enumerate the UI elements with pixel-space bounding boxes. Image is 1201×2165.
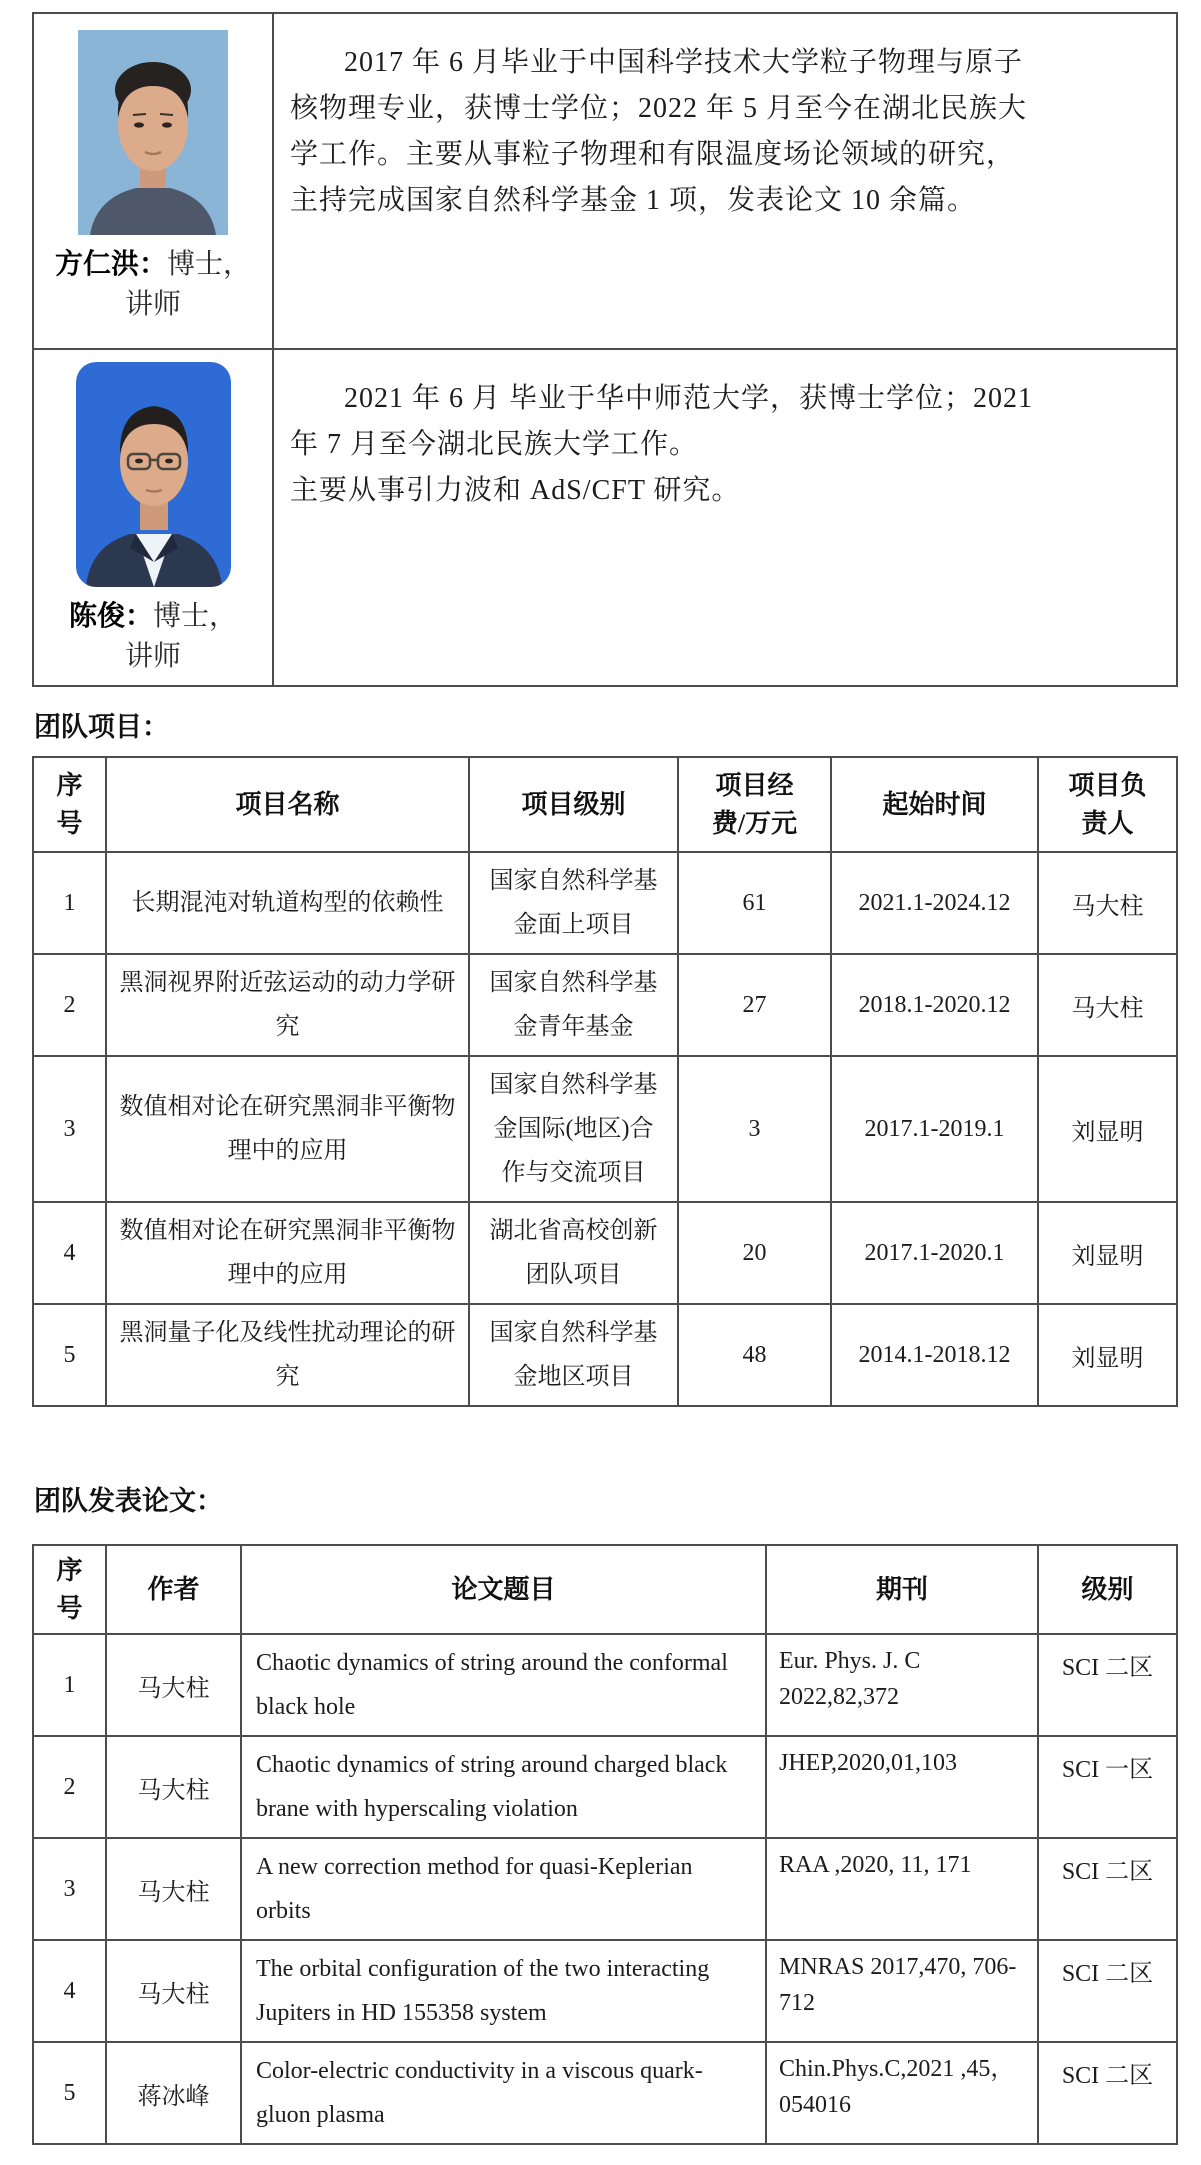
member-caption-chen (34, 597, 272, 677)
member-row-fang (33, 13, 1177, 349)
cell-rank: SCI 二区 (1038, 2042, 1177, 2144)
cell-project-level: 湖北省高校创新团队项目 (469, 1202, 678, 1304)
cell-index: 4 (33, 1940, 106, 2042)
header-project-level: 项目级别 (469, 757, 678, 852)
bio-line: 核物理专业，获博士学位；2022 年 5 月至今在湖北民族大 (290, 93, 1028, 124)
bio-line: 年 7 月至今湖北民族大学工作。 (290, 429, 699, 460)
cell-author: 马大柱 (106, 1940, 241, 2042)
bio-line: 主要从事引力波和 AdS/CFT 研究。 (290, 475, 741, 506)
cell-project-period: 2021.1-2024.12 (831, 852, 1038, 954)
cell-index: 2 (33, 1736, 106, 1838)
cell-journal: MNRAS 2017,470, 706-712 (766, 1940, 1038, 2042)
cell-project-fund: 3 (678, 1056, 831, 1202)
member-name: 方仁洪： (54, 249, 167, 280)
member-title: 讲师 (124, 289, 181, 320)
cell-project-leader: 刘显明 (1038, 1056, 1177, 1202)
paper-row (33, 1940, 1177, 2042)
cell-project-level: 国家自然科学基金青年基金 (469, 954, 678, 1056)
cell-author: 蒋冰峰 (106, 2042, 241, 2144)
cell-author: 马大柱 (106, 1838, 241, 1940)
bio-line: 2017 年 6 月毕业于中国科学技术大学粒子物理与原子 (344, 47, 1024, 78)
cell-project-period: 2018.1-2020.12 (831, 954, 1038, 1056)
member-caption-fang (34, 245, 272, 325)
papers-table (32, 1544, 1178, 2145)
member-row-chen (33, 349, 1177, 686)
cell-index: 2 (33, 954, 106, 1056)
cell-index: 3 (33, 1838, 106, 1940)
project-row (33, 852, 1177, 954)
portrait-chen-illustration (76, 362, 231, 587)
member-bio-cell (273, 13, 1177, 349)
member-bio-cell (273, 349, 1177, 686)
cell-index: 5 (33, 2042, 106, 2144)
member-degree: 博士， (153, 601, 238, 632)
cell-paper-title: The orbital configuration of the two interacting Jupiters in HD 155358 system (241, 1940, 766, 2042)
member-photo-cell (33, 13, 273, 349)
cell-project-leader: 马大柱 (1038, 852, 1177, 954)
cell-rank: SCI 二区 (1038, 1838, 1177, 1940)
member-name: 陈俊： (68, 601, 153, 632)
papers-header-row (33, 1545, 1177, 1634)
header-author: 作者 (106, 1545, 241, 1634)
papers-section-label: 团队发表论文： (34, 1486, 223, 1516)
cell-project-period: 2017.1-2019.1 (831, 1056, 1038, 1202)
cell-project-leader: 刘显明 (1038, 1202, 1177, 1304)
cell-project-name: 数值相对论在研究黑洞非平衡物理中的应用 (106, 1056, 469, 1202)
cell-project-level: 国家自然科学基金面上项目 (469, 852, 678, 954)
cell-index: 1 (33, 852, 106, 954)
member-photo-cell (33, 349, 273, 686)
cell-project-fund: 61 (678, 852, 831, 954)
cell-index: 1 (33, 1634, 106, 1736)
team-members-table (32, 12, 1178, 687)
paper-row (33, 1838, 1177, 1940)
cell-project-period: 2014.1-2018.12 (831, 1304, 1038, 1406)
cell-author: 马大柱 (106, 1736, 241, 1838)
project-row (33, 1304, 1177, 1406)
bio-line: 主持完成国家自然科学基金 1 项，发表论文 10 余篇。 (290, 185, 977, 216)
projects-header-row (33, 757, 1177, 852)
projects-table (32, 756, 1178, 1407)
portrait-fang-illustration (78, 30, 228, 235)
cell-index: 4 (33, 1202, 106, 1304)
project-row (33, 1202, 1177, 1304)
cell-author: 马大柱 (106, 1634, 241, 1736)
cell-paper-title: A new correction method for quasi-Keplerian orbits (241, 1838, 766, 1940)
cell-journal: RAA ,2020, 11, 171 (766, 1838, 1038, 1940)
cell-journal: Chin.Phys.C,2021 ,45，054016 (766, 2042, 1038, 2144)
project-row (33, 1056, 1177, 1202)
member-photo-chen (76, 362, 231, 587)
cell-project-leader: 刘显明 (1038, 1304, 1177, 1406)
cell-project-name: 长期混沌对轨道构型的依赖性 (106, 852, 469, 954)
cell-project-fund: 20 (678, 1202, 831, 1304)
header-paper-title: 论文题目 (241, 1545, 766, 1634)
header-index: 序号 (33, 757, 106, 852)
cell-project-fund: 27 (678, 954, 831, 1056)
header-project-fund: 项目经费/万元 (678, 757, 831, 852)
cell-project-name: 黑洞量子化及线性扰动理论的研究 (106, 1304, 469, 1406)
header-rank: 级别 (1038, 1545, 1177, 1634)
cell-paper-title: Color-electric conductivity in a viscous quark-gluon plasma (241, 2042, 766, 2144)
project-row (33, 954, 1177, 1056)
cell-rank: SCI 二区 (1038, 1634, 1177, 1736)
cell-paper-title: Chaotic dynamics of string around charged black brane with hyperscaling violation (241, 1736, 766, 1838)
cell-journal: Eur. Phys. J. C 2022,82,372 (766, 1634, 1038, 1736)
cell-project-leader: 马大柱 (1038, 954, 1177, 1056)
cell-index: 3 (33, 1056, 106, 1202)
member-degree: 博士， (167, 249, 252, 280)
cell-project-period: 2017.1-2020.1 (831, 1202, 1038, 1304)
cell-project-level: 国家自然科学基金地区项目 (469, 1304, 678, 1406)
cell-rank: SCI 二区 (1038, 1940, 1177, 2042)
cell-rank: SCI 一区 (1038, 1736, 1177, 1838)
cell-journal: JHEP,2020,01,103 (766, 1736, 1038, 1838)
member-title: 讲师 (124, 641, 181, 672)
bio-line: 2021 年 6 月 毕业于华中师范大学，获博士学位；2021 (344, 383, 1034, 414)
header-project-period: 起始时间 (831, 757, 1038, 852)
bio-line: 学工作。主要从事粒子物理和有限温度场论领域的研究， (290, 139, 1016, 170)
header-index: 序号 (33, 1545, 106, 1634)
header-project-leader: 项目负责人 (1038, 757, 1177, 852)
paper-row (33, 1736, 1177, 1838)
cell-project-fund: 48 (678, 1304, 831, 1406)
header-project-name: 项目名称 (106, 757, 469, 852)
cell-project-name: 黑洞视界附近弦运动的动力学研究 (106, 954, 469, 1056)
paper-row (33, 1634, 1177, 1736)
cell-paper-title: Chaotic dynamics of string around the conformal black hole (241, 1634, 766, 1736)
projects-section-label: 团队项目： (34, 712, 169, 742)
paper-row (33, 2042, 1177, 2144)
cell-index: 5 (33, 1304, 106, 1406)
cell-project-name: 数值相对论在研究黑洞非平衡物理中的应用 (106, 1202, 469, 1304)
header-journal: 期刊 (766, 1545, 1038, 1634)
cell-project-level: 国家自然科学基金国际(地区)合作与交流项目 (469, 1056, 678, 1202)
member-photo-fang (78, 30, 228, 235)
